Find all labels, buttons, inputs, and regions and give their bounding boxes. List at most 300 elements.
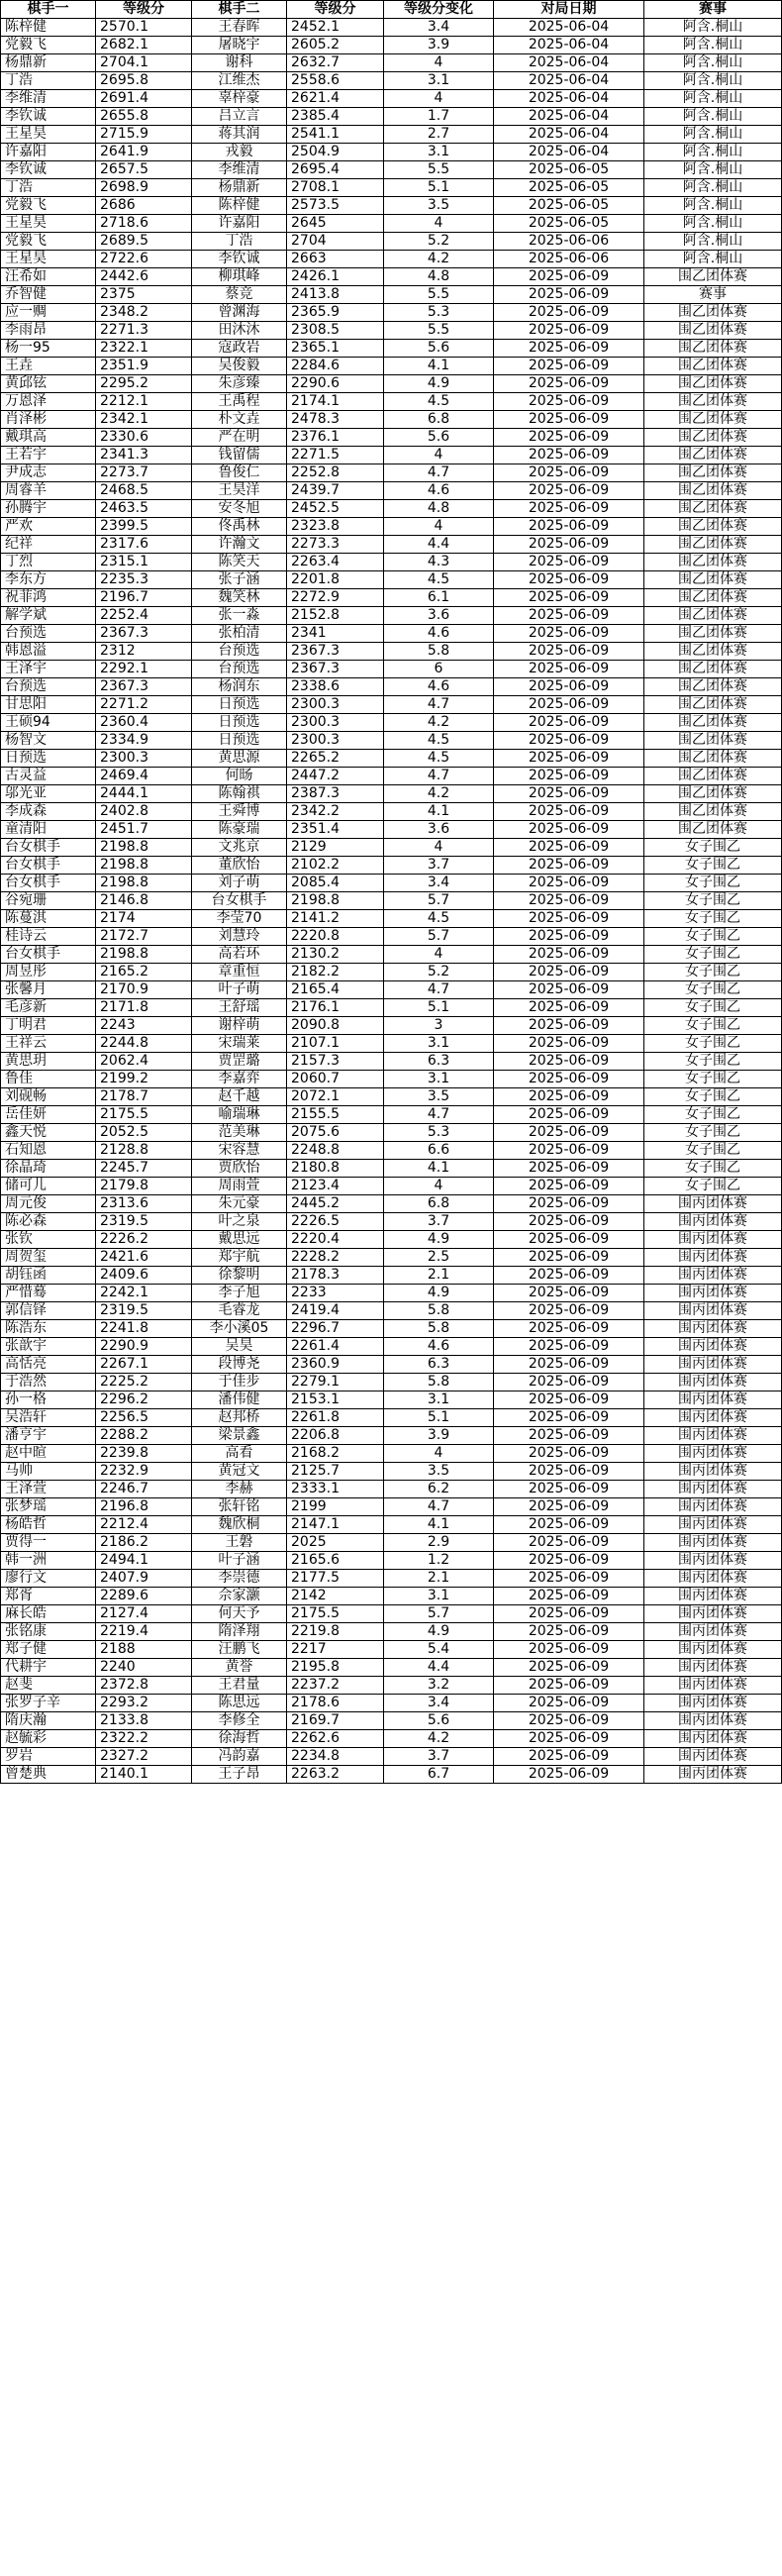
rating-change-cell: 4.6 (384, 678, 494, 696)
player1-cell: 麻长皓 (1, 1605, 96, 1623)
game-date-cell: 2025-06-09 (494, 1498, 644, 1516)
player1-cell: 李钦诚 (1, 161, 96, 179)
rating2-cell: 2290.6 (287, 375, 384, 393)
rating1-cell: 2198.8 (96, 857, 192, 875)
rating1-cell: 2322.2 (96, 1730, 192, 1748)
rating1-cell: 2334.9 (96, 732, 192, 750)
table-row (1, 1409, 782, 1427)
player1-cell: 应一赒 (1, 304, 96, 322)
player1-cell: 台预选 (1, 678, 96, 696)
rating2-cell: 2107.1 (287, 1035, 384, 1053)
rating1-cell: 2240 (96, 1659, 192, 1677)
rating2-cell: 2541.1 (287, 126, 384, 144)
rating1-cell: 2469.4 (96, 768, 192, 785)
player2-cell: 江维杰 (192, 72, 287, 90)
rating2-cell: 2165.6 (287, 1552, 384, 1570)
event-cell: 围乙团体赛 (644, 625, 782, 643)
game-date-cell: 2025-06-05 (494, 197, 644, 215)
event-cell: 女子围乙 (644, 964, 782, 981)
game-date-cell: 2025-06-09 (494, 678, 644, 696)
rating1-cell: 2196.8 (96, 1498, 192, 1516)
game-date-cell: 2025-06-09 (494, 1285, 644, 1302)
player1-cell: 王泽宇 (1, 661, 96, 678)
player1-cell: 李雨昂 (1, 322, 96, 340)
player2-cell: 田沐沐 (192, 322, 287, 340)
event-cell: 围丙团体赛 (644, 1267, 782, 1285)
event-cell: 围丙团体赛 (644, 1195, 782, 1213)
player2-cell: 毛睿龙 (192, 1302, 287, 1320)
player1-cell: 谷宛珊 (1, 892, 96, 910)
table-row (1, 785, 782, 803)
rating-change-cell: 5.2 (384, 964, 494, 981)
game-date-cell: 2025-06-09 (494, 1231, 644, 1249)
game-date-cell: 2025-06-09 (494, 1356, 644, 1374)
game-date-cell: 2025-06-09 (494, 1302, 644, 1320)
game-date-cell: 2025-06-09 (494, 785, 644, 803)
rating-change-cell: 4 (384, 1178, 494, 1195)
table-row (1, 251, 782, 268)
rating2-cell: 2142 (287, 1588, 384, 1605)
table-row (1, 554, 782, 571)
player2-cell: 曾渊海 (192, 304, 287, 322)
game-date-cell: 2025-06-09 (494, 1267, 644, 1285)
rating-change-cell: 5.1 (384, 179, 494, 197)
rating1-cell: 2289.6 (96, 1588, 192, 1605)
event-cell: 围丙团体赛 (644, 1695, 782, 1712)
player2-cell: 佟禹林 (192, 518, 287, 536)
event-cell: 女子围乙 (644, 1142, 782, 1160)
player1-cell: 吴浩轩 (1, 1409, 96, 1427)
event-cell: 女子围乙 (644, 1106, 782, 1124)
rating1-cell: 2341.3 (96, 447, 192, 464)
rating-change-cell: 5.3 (384, 1124, 494, 1142)
rating2-cell: 2155.5 (287, 1106, 384, 1124)
table-row (1, 411, 782, 429)
player2-cell: 陈豪瑞 (192, 821, 287, 839)
table-row (1, 1712, 782, 1730)
event-cell: 阿含.桐山 (644, 72, 782, 90)
player2-cell: 黄思源 (192, 750, 287, 768)
event-cell: 女子围乙 (644, 981, 782, 999)
rating1-cell: 2198.8 (96, 839, 192, 857)
rating1-cell: 2198.8 (96, 946, 192, 964)
game-date-cell: 2025-06-04 (494, 72, 644, 90)
event-cell: 围丙团体赛 (644, 1338, 782, 1356)
rating1-cell: 2372.8 (96, 1677, 192, 1695)
header-rating2: 等级分 (287, 1, 384, 19)
rating2-cell: 2452.1 (287, 19, 384, 37)
rating1-cell: 2244.8 (96, 1035, 192, 1053)
rating2-cell: 2632.7 (287, 54, 384, 72)
rating1-cell: 2704.1 (96, 54, 192, 72)
rating2-cell: 2323.8 (287, 518, 384, 536)
rating-change-cell: 3.1 (384, 144, 494, 161)
table-row (1, 1195, 782, 1213)
event-cell: 围乙团体赛 (644, 411, 782, 429)
player1-cell: 罗岩 (1, 1748, 96, 1766)
player1-cell: 台女棋手 (1, 946, 96, 964)
rating-change-cell: 6.1 (384, 589, 494, 607)
player2-cell: 魏笑林 (192, 589, 287, 607)
table-row (1, 1285, 782, 1302)
game-date-cell: 2025-06-05 (494, 179, 644, 197)
game-date-cell: 2025-06-09 (494, 286, 644, 304)
rating1-cell: 2288.2 (96, 1427, 192, 1445)
rating2-cell: 2704 (287, 233, 384, 251)
rating-change-cell: 4.7 (384, 696, 494, 714)
event-cell: 围丙团体赛 (644, 1516, 782, 1534)
player2-cell: 喻瑞琳 (192, 1106, 287, 1124)
rating1-cell: 2212.4 (96, 1516, 192, 1534)
event-cell: 女子围乙 (644, 875, 782, 892)
rating2-cell: 2365.9 (287, 304, 384, 322)
player2-cell: 王昊洋 (192, 482, 287, 500)
rating-change-cell: 5.5 (384, 161, 494, 179)
rating2-cell: 2265.2 (287, 750, 384, 768)
table-row (1, 1356, 782, 1374)
rating1-cell: 2330.6 (96, 429, 192, 447)
player2-cell: 陈梓健 (192, 197, 287, 215)
rating1-cell: 2342.1 (96, 411, 192, 429)
event-cell: 围丙团体赛 (644, 1463, 782, 1481)
rating-change-cell: 3.5 (384, 197, 494, 215)
rating1-cell: 2127.4 (96, 1605, 192, 1623)
table-row (1, 197, 782, 215)
player2-cell: 王子昂 (192, 1766, 287, 1784)
rating2-cell: 2605.2 (287, 37, 384, 54)
table-row (1, 1178, 782, 1195)
game-date-cell: 2025-06-09 (494, 1213, 644, 1231)
player1-cell: 鑫天悦 (1, 1124, 96, 1142)
table-row (1, 714, 782, 732)
player1-cell: 日预选 (1, 750, 96, 768)
game-date-cell: 2025-06-09 (494, 447, 644, 464)
rating-change-cell: 4.1 (384, 358, 494, 375)
event-cell: 围丙团体赛 (644, 1356, 782, 1374)
table-row (1, 643, 782, 661)
table-row (1, 1338, 782, 1356)
table-row (1, 928, 782, 946)
player1-cell: 赵中暄 (1, 1445, 96, 1463)
game-date-cell: 2025-06-09 (494, 1035, 644, 1053)
player2-cell: 寇政岩 (192, 340, 287, 358)
rating2-cell: 2182.2 (287, 964, 384, 981)
player1-cell: 张罗子辛 (1, 1695, 96, 1712)
rating-change-cell: 3.9 (384, 37, 494, 54)
rating2-cell: 2300.3 (287, 714, 384, 732)
player1-cell: 童清阳 (1, 821, 96, 839)
rating-change-cell: 5.1 (384, 999, 494, 1017)
rating2-cell: 2365.1 (287, 340, 384, 358)
game-date-cell: 2025-06-09 (494, 857, 644, 875)
rating1-cell: 2686 (96, 197, 192, 215)
rating2-cell: 2129 (287, 839, 384, 857)
rating2-cell: 2123.4 (287, 1178, 384, 1195)
player1-cell: 解学斌 (1, 607, 96, 625)
rating1-cell: 2655.8 (96, 108, 192, 126)
event-cell: 围丙团体赛 (644, 1481, 782, 1498)
rating1-cell: 2242.1 (96, 1285, 192, 1302)
rating1-cell: 2689.5 (96, 233, 192, 251)
player1-cell: 郭信铎 (1, 1302, 96, 1320)
player1-cell: 祝菲鸿 (1, 589, 96, 607)
player1-cell: 严惜蓦 (1, 1285, 96, 1302)
rating2-cell: 2237.2 (287, 1677, 384, 1695)
game-date-cell: 2025-06-09 (494, 999, 644, 1017)
player1-cell: 党毅飞 (1, 197, 96, 215)
table-row (1, 1766, 782, 1784)
player1-cell: 廖行文 (1, 1570, 96, 1588)
rating2-cell: 2174.1 (287, 393, 384, 411)
player1-cell: 韩恩溢 (1, 643, 96, 661)
player2-cell: 宋容慧 (192, 1142, 287, 1160)
event-cell: 阿含.桐山 (644, 19, 782, 37)
event-cell: 围乙团体赛 (644, 518, 782, 536)
rating-change-cell: 3.4 (384, 1695, 494, 1712)
rating-change-cell: 3.5 (384, 1088, 494, 1106)
event-cell: 围乙团体赛 (644, 732, 782, 750)
rating1-cell: 2293.2 (96, 1695, 192, 1712)
rating2-cell: 2263.2 (287, 1766, 384, 1784)
player2-cell: 周雨萱 (192, 1178, 287, 1195)
rating1-cell: 2252.4 (96, 607, 192, 625)
rating2-cell: 2168.2 (287, 1445, 384, 1463)
table-row (1, 144, 782, 161)
event-cell: 围丙团体赛 (644, 1231, 782, 1249)
game-date-cell: 2025-06-09 (494, 607, 644, 625)
player1-cell: 岳佳妍 (1, 1106, 96, 1124)
player1-cell: 王星昊 (1, 126, 96, 144)
table-body (1, 19, 782, 1784)
game-date-cell: 2025-06-09 (494, 464, 644, 482)
rating2-cell: 2252.8 (287, 464, 384, 482)
player2-cell: 杨润东 (192, 678, 287, 696)
event-cell: 围丙团体赛 (644, 1659, 782, 1677)
player2-cell: 郑宇航 (192, 1249, 287, 1267)
rating1-cell: 2170.9 (96, 981, 192, 999)
rating-change-cell: 3 (384, 1017, 494, 1035)
player2-cell: 叶子萌 (192, 981, 287, 999)
game-date-cell: 2025-06-09 (494, 1588, 644, 1605)
table-row (1, 839, 782, 857)
table-row (1, 1623, 782, 1641)
rating1-cell: 2273.7 (96, 464, 192, 482)
player2-cell: 辜梓豪 (192, 90, 287, 108)
player2-cell: 屠晓宇 (192, 37, 287, 54)
rating1-cell: 2407.9 (96, 1570, 192, 1588)
game-date-cell: 2025-06-04 (494, 54, 644, 72)
event-cell: 女子围乙 (644, 1124, 782, 1142)
player2-cell: 吴俊毅 (192, 358, 287, 375)
player2-cell: 柳琪峰 (192, 268, 287, 286)
player1-cell: 隋庆瀚 (1, 1712, 96, 1730)
event-cell: 围丙团体赛 (644, 1374, 782, 1391)
rating-change-cell: 4 (384, 447, 494, 464)
event-cell: 围丙团体赛 (644, 1712, 782, 1730)
rating1-cell: 2367.3 (96, 625, 192, 643)
table-row (1, 571, 782, 589)
rating2-cell: 2426.1 (287, 268, 384, 286)
player2-cell: 谢梓萌 (192, 1017, 287, 1035)
event-cell: 围乙团体赛 (644, 768, 782, 785)
player1-cell: 郑胥 (1, 1588, 96, 1605)
rating1-cell: 2348.2 (96, 304, 192, 322)
table-row (1, 750, 782, 768)
rating-change-cell: 4.6 (384, 482, 494, 500)
player2-cell: 梁景鑫 (192, 1427, 287, 1445)
player2-cell: 安冬旭 (192, 500, 287, 518)
game-date-cell: 2025-06-09 (494, 1641, 644, 1659)
event-cell: 围丙团体赛 (644, 1445, 782, 1463)
header-game-date: 对局日期 (494, 1, 644, 19)
table-row (1, 661, 782, 678)
table-row (1, 999, 782, 1017)
game-date-cell: 2025-06-09 (494, 661, 644, 678)
player1-cell: 周昱彤 (1, 964, 96, 981)
player1-cell: 李东方 (1, 571, 96, 589)
player1-cell: 肖泽彬 (1, 411, 96, 429)
header-event: 赛事 (644, 1, 782, 19)
game-date-cell: 2025-06-09 (494, 1142, 644, 1160)
player2-cell: 朱元豪 (192, 1195, 287, 1213)
table-row (1, 37, 782, 54)
rating2-cell: 2125.7 (287, 1463, 384, 1481)
rating-change-cell: 6.8 (384, 411, 494, 429)
table-row (1, 72, 782, 90)
rating2-cell: 2333.1 (287, 1481, 384, 1498)
rating-change-cell: 4.4 (384, 536, 494, 554)
player1-cell: 陈浩东 (1, 1320, 96, 1338)
player2-cell: 黄冠文 (192, 1463, 287, 1481)
game-date-cell: 2025-06-09 (494, 750, 644, 768)
game-date-cell: 2025-06-04 (494, 90, 644, 108)
player1-cell: 陈必森 (1, 1213, 96, 1231)
event-cell: 围丙团体赛 (644, 1641, 782, 1659)
rating1-cell: 2682.1 (96, 37, 192, 54)
rating2-cell: 2234.8 (287, 1748, 384, 1766)
player2-cell: 董欣怡 (192, 857, 287, 875)
table-row (1, 536, 782, 554)
event-cell: 围乙团体赛 (644, 358, 782, 375)
player1-cell: 曾楚典 (1, 1766, 96, 1784)
player1-cell: 王星昊 (1, 251, 96, 268)
game-date-cell: 2025-06-09 (494, 1677, 644, 1695)
player2-cell: 鲁俊仁 (192, 464, 287, 482)
rating2-cell: 2261.8 (287, 1409, 384, 1427)
player1-cell: 石知恩 (1, 1142, 96, 1160)
event-cell: 赛事 (644, 286, 782, 304)
rating1-cell: 2198.8 (96, 875, 192, 892)
table-row (1, 322, 782, 340)
rating-change-cell: 4.1 (384, 1516, 494, 1534)
rating2-cell: 2296.7 (287, 1320, 384, 1338)
rating-change-cell: 5.8 (384, 1374, 494, 1391)
player2-cell: 谢科 (192, 54, 287, 72)
player1-cell: 张梦瑶 (1, 1498, 96, 1516)
player1-cell: 赵毓彩 (1, 1730, 96, 1748)
game-date-cell: 2025-06-09 (494, 358, 644, 375)
rating-change-cell: 3.7 (384, 1748, 494, 1766)
rating-change-cell: 4.2 (384, 785, 494, 803)
table-row (1, 821, 782, 839)
rating2-cell: 2385.4 (287, 108, 384, 126)
game-date-cell: 2025-06-09 (494, 1409, 644, 1427)
rating2-cell: 2445.2 (287, 1195, 384, 1213)
player2-cell: 徐黎明 (192, 1267, 287, 1285)
game-date-cell: 2025-06-09 (494, 393, 644, 411)
player1-cell: 贾得一 (1, 1534, 96, 1552)
event-cell: 围乙团体赛 (644, 322, 782, 340)
rating1-cell: 2695.8 (96, 72, 192, 90)
player2-cell: 汪鹏飞 (192, 1641, 287, 1659)
rating1-cell: 2225.2 (96, 1374, 192, 1391)
player1-cell: 王若宇 (1, 447, 96, 464)
event-cell: 围乙团体赛 (644, 803, 782, 821)
rating2-cell: 2201.8 (287, 571, 384, 589)
rating-change-cell: 3.7 (384, 857, 494, 875)
rating-change-cell: 4.5 (384, 910, 494, 928)
event-cell: 围丙团体赛 (644, 1730, 782, 1748)
player1-cell: 胡钰函 (1, 1267, 96, 1285)
table-row (1, 678, 782, 696)
rating-change-cell: 5.6 (384, 340, 494, 358)
rating1-cell: 2128.8 (96, 1142, 192, 1160)
rating-change-cell: 6 (384, 661, 494, 678)
game-date-cell: 2025-06-09 (494, 554, 644, 571)
table-row (1, 732, 782, 750)
event-cell: 女子围乙 (644, 839, 782, 857)
event-cell: 围乙团体赛 (644, 750, 782, 768)
player1-cell: 徐晶琦 (1, 1160, 96, 1178)
game-date-cell: 2025-06-09 (494, 1249, 644, 1267)
rating2-cell: 2300.3 (287, 732, 384, 750)
rating2-cell: 2152.8 (287, 607, 384, 625)
table-row (1, 1534, 782, 1552)
header-rating1: 等级分 (96, 1, 192, 19)
rating1-cell: 2691.4 (96, 90, 192, 108)
game-date-cell: 2025-06-09 (494, 1659, 644, 1677)
game-date-cell: 2025-06-09 (494, 1570, 644, 1588)
rating-change-cell: 2.9 (384, 1534, 494, 1552)
player1-cell: 甘思阳 (1, 696, 96, 714)
event-cell: 围乙团体赛 (644, 714, 782, 732)
player2-cell: 钱留儒 (192, 447, 287, 464)
rating1-cell: 2300.3 (96, 750, 192, 768)
rating1-cell: 2468.5 (96, 482, 192, 500)
player2-cell: 陈翰祺 (192, 785, 287, 803)
table-row (1, 1391, 782, 1409)
rating2-cell: 2180.8 (287, 1160, 384, 1178)
player1-cell: 孙腾宇 (1, 500, 96, 518)
rating1-cell: 2062.4 (96, 1053, 192, 1071)
player2-cell: 文兆京 (192, 839, 287, 857)
rating-change-cell: 4.5 (384, 750, 494, 768)
rating1-cell: 2444.1 (96, 785, 192, 803)
player1-cell: 周贺玺 (1, 1249, 96, 1267)
rating1-cell: 2188 (96, 1641, 192, 1659)
player2-cell: 日预选 (192, 714, 287, 732)
table-row (1, 1463, 782, 1481)
rating-change-cell: 3.1 (384, 72, 494, 90)
game-date-cell: 2025-06-09 (494, 571, 644, 589)
rating-change-cell: 4.8 (384, 500, 494, 518)
rating2-cell: 2342.2 (287, 803, 384, 821)
header-rating-change: 等级分变化 (384, 1, 494, 19)
player1-cell: 台女棋手 (1, 875, 96, 892)
game-date-cell: 2025-06-09 (494, 1623, 644, 1641)
rating-change-cell: 3.1 (384, 1035, 494, 1053)
rating1-cell: 2402.8 (96, 803, 192, 821)
